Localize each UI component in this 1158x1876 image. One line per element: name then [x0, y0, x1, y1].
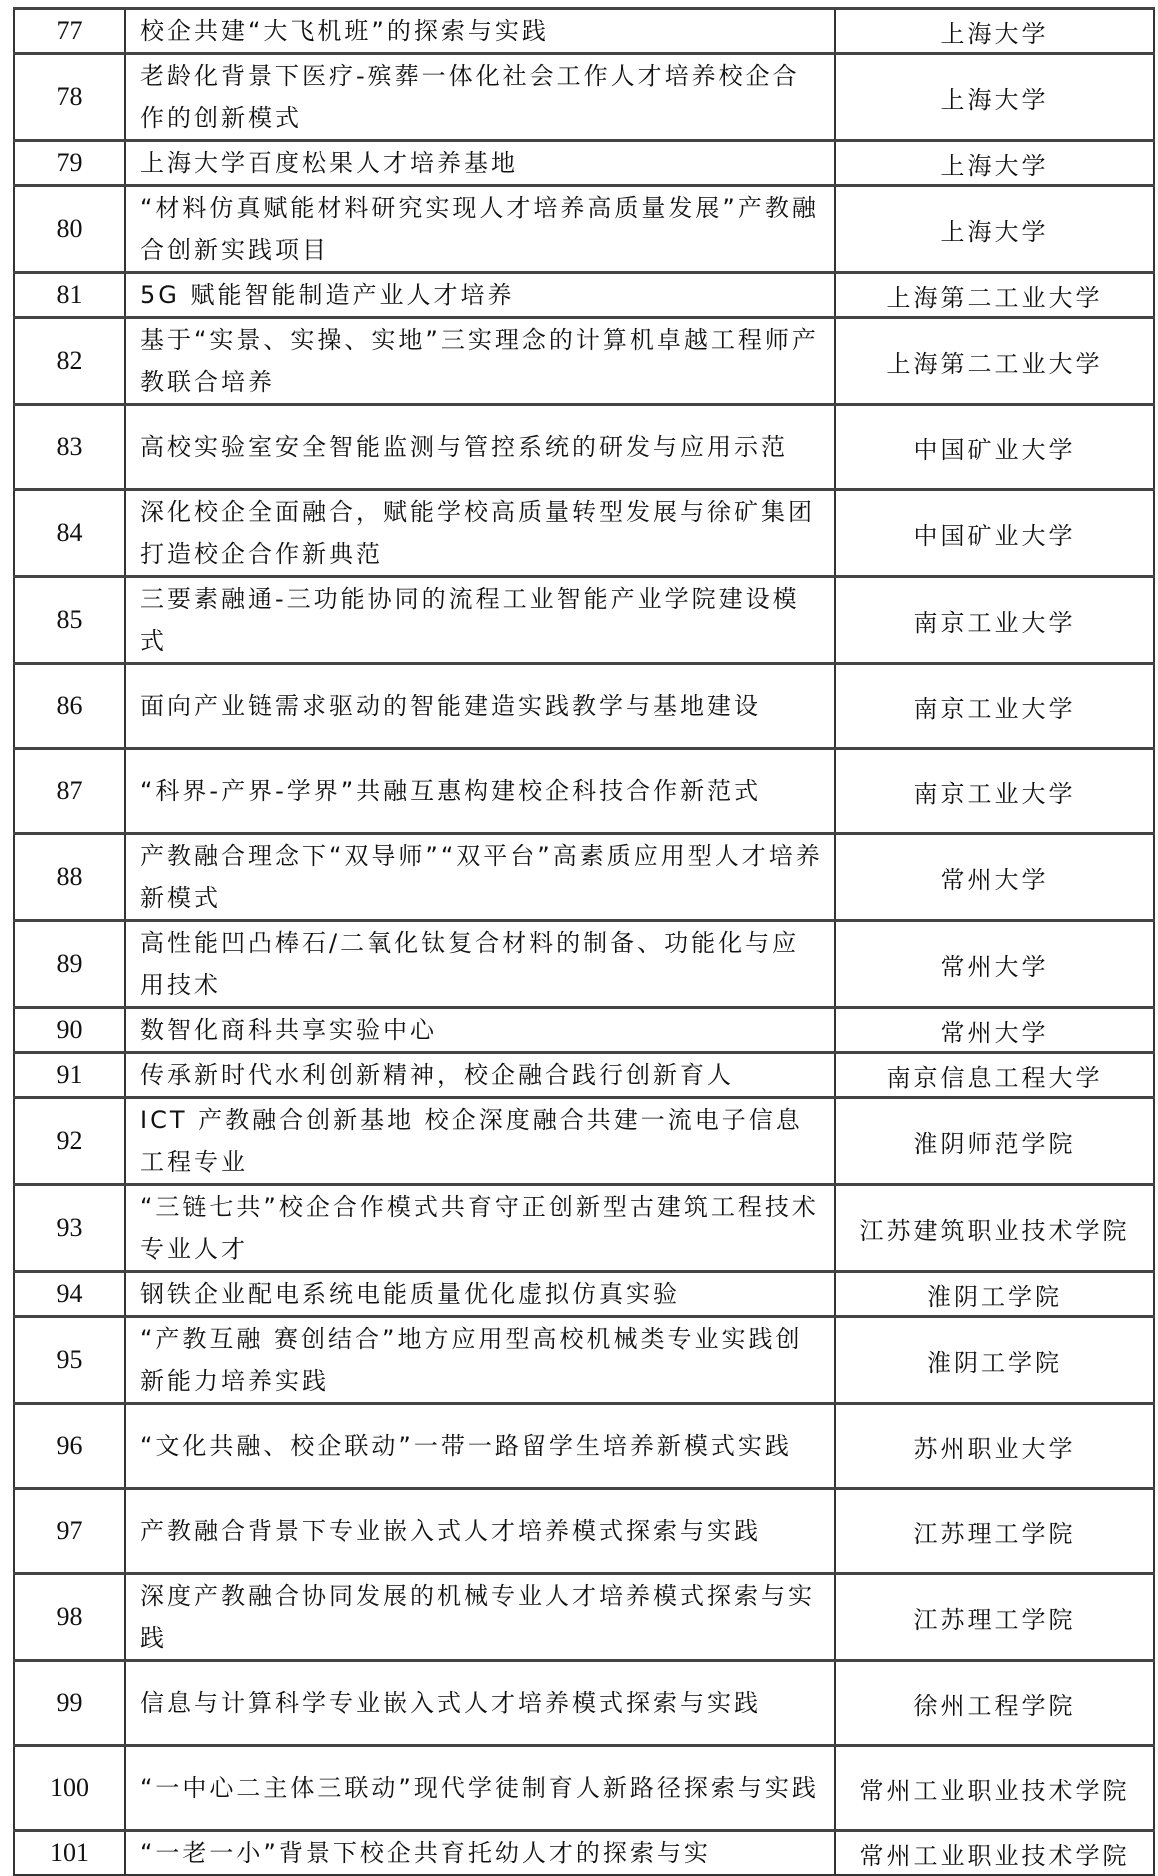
table-row — [14, 1098, 1154, 1185]
institution-name: 江苏建筑职业技术学院 — [835, 1185, 1154, 1272]
table-row — [14, 921, 1154, 1008]
row-number: 96 — [14, 1404, 125, 1489]
row-number: 77 — [14, 9, 125, 54]
row-number: 93 — [14, 1185, 125, 1272]
table-row — [14, 318, 1154, 405]
row-number: 78 — [14, 54, 125, 141]
table-row — [14, 9, 1154, 54]
project-title: 产教融合理念下“双导师”“双平台”高素质应用型人才培养新模式 — [125, 834, 835, 921]
institution-name: 常州大学 — [835, 1008, 1154, 1053]
table-row — [14, 1053, 1154, 1098]
project-title: 5G 赋能智能制造产业人才培养 — [125, 273, 835, 318]
row-number: 81 — [14, 273, 125, 318]
projects-table-body — [14, 9, 1154, 1876]
project-title: 深化校企全面融合，赋能学校高质量转型发展与徐矿集团打造校企合作新典范 — [125, 490, 835, 577]
table-row — [14, 1661, 1154, 1746]
project-title: 深度产教融合协同发展的机械专业人才培养模式探索与实践 — [125, 1574, 835, 1661]
institution-name: 徐州工程学院 — [835, 1661, 1154, 1746]
row-number: 88 — [14, 834, 125, 921]
table-row — [14, 664, 1154, 749]
project-title: 面向产业链需求驱动的智能建造实践教学与基地建设 — [125, 664, 835, 749]
project-title: 上海大学百度松果人才培养基地 — [125, 141, 835, 186]
institution-name: 淮阴工学院 — [835, 1317, 1154, 1404]
table-row — [14, 1185, 1154, 1272]
institution-name: 上海第二工业大学 — [835, 318, 1154, 405]
project-title: “一老一小”背景下校企共育托幼人才的探索与实 — [125, 1831, 835, 1876]
row-number: 98 — [14, 1574, 125, 1661]
row-number: 100 — [14, 1746, 125, 1831]
table-row — [14, 405, 1154, 490]
table-row — [14, 54, 1154, 141]
table-row — [14, 1831, 1154, 1876]
project-title: 信息与计算科学专业嵌入式人才培养模式探索与实践 — [125, 1661, 835, 1746]
institution-name: 江苏理工学院 — [835, 1489, 1154, 1574]
projects-table — [13, 7, 1155, 1876]
institution-name: 中国矿业大学 — [835, 405, 1154, 490]
table-row — [14, 577, 1154, 664]
project-title: 老龄化背景下医疗-殡葬一体化社会工作人才培养校企合作的创新模式 — [125, 54, 835, 141]
table-row — [14, 186, 1154, 273]
table-row — [14, 273, 1154, 318]
project-title: 三要素融通-三功能协同的流程工业智能产业学院建设模式 — [125, 577, 835, 664]
project-title: ICT 产教融合创新基地 校企深度融合共建一流电子信息工程专业 — [125, 1098, 835, 1185]
row-number: 80 — [14, 186, 125, 273]
institution-name: 上海大学 — [835, 186, 1154, 273]
institution-name: 南京工业大学 — [835, 664, 1154, 749]
institution-name: 南京工业大学 — [835, 577, 1154, 664]
row-number: 97 — [14, 1489, 125, 1574]
table-row — [14, 749, 1154, 834]
row-number: 95 — [14, 1317, 125, 1404]
project-title: 数智化商科共享实验中心 — [125, 1008, 835, 1053]
row-number: 89 — [14, 921, 125, 1008]
project-title: “科界-产界-学界”共融互惠构建校企科技合作新范式 — [125, 749, 835, 834]
row-number: 85 — [14, 577, 125, 664]
row-number: 91 — [14, 1053, 125, 1098]
row-number: 86 — [14, 664, 125, 749]
institution-name: 江苏理工学院 — [835, 1574, 1154, 1661]
institution-name: 上海大学 — [835, 141, 1154, 186]
institution-name: 常州工业职业技术学院 — [835, 1746, 1154, 1831]
institution-name: 淮阴工学院 — [835, 1272, 1154, 1317]
table-row — [14, 1489, 1154, 1574]
row-number: 83 — [14, 405, 125, 490]
table-row — [14, 490, 1154, 577]
row-number: 101 — [14, 1831, 125, 1876]
institution-name: 淮阴师范学院 — [835, 1098, 1154, 1185]
table-row — [14, 141, 1154, 186]
project-title: 校企共建“大飞机班”的探索与实践 — [125, 9, 835, 54]
institution-name: 常州大学 — [835, 834, 1154, 921]
table-row — [14, 1317, 1154, 1404]
project-title: “三链七共”校企合作模式共育守正创新型古建筑工程技术专业人才 — [125, 1185, 835, 1272]
project-title: 传承新时代水利创新精神，校企融合践行创新育人 — [125, 1053, 835, 1098]
row-number: 82 — [14, 318, 125, 405]
project-title: 基于“实景、实操、实地”三实理念的计算机卓越工程师产教联合培养 — [125, 318, 835, 405]
project-title: 高校实验室安全智能监测与管控系统的研发与应用示范 — [125, 405, 835, 490]
project-title: “材料仿真赋能材料研究实现人才培养高质量发展”产教融合创新实践项目 — [125, 186, 835, 273]
row-number: 94 — [14, 1272, 125, 1317]
project-title: 钢铁企业配电系统电能质量优化虚拟仿真实验 — [125, 1272, 835, 1317]
project-title: “产教互融 赛创结合”地方应用型高校机械类专业实践创新能力培养实践 — [125, 1317, 835, 1404]
institution-name: 中国矿业大学 — [835, 490, 1154, 577]
institution-name: 常州工业职业技术学院 — [835, 1831, 1154, 1876]
institution-name: 上海大学 — [835, 9, 1154, 54]
institution-name: 南京信息工程大学 — [835, 1053, 1154, 1098]
row-number: 84 — [14, 490, 125, 577]
institution-name: 常州大学 — [835, 921, 1154, 1008]
row-number: 90 — [14, 1008, 125, 1053]
institution-name: 苏州职业大学 — [835, 1404, 1154, 1489]
table-row — [14, 1404, 1154, 1489]
institution-name: 南京工业大学 — [835, 749, 1154, 834]
project-title: “文化共融、校企联动”一带一路留学生培养新模式实践 — [125, 1404, 835, 1489]
table-row — [14, 1574, 1154, 1661]
table-row — [14, 1272, 1154, 1317]
row-number: 79 — [14, 141, 125, 186]
project-title: 产教融合背景下专业嵌入式人才培养模式探索与实践 — [125, 1489, 835, 1574]
row-number: 99 — [14, 1661, 125, 1746]
table-row — [14, 1008, 1154, 1053]
row-number: 87 — [14, 749, 125, 834]
project-title: 高性能凹凸棒石/二氧化钛复合材料的制备、功能化与应用技术 — [125, 921, 835, 1008]
table-row — [14, 1746, 1154, 1831]
institution-name: 上海第二工业大学 — [835, 273, 1154, 318]
row-number: 92 — [14, 1098, 125, 1185]
institution-name: 上海大学 — [835, 54, 1154, 141]
table-row — [14, 834, 1154, 921]
project-title: “一中心二主体三联动”现代学徒制育人新路径探索与实践 — [125, 1746, 835, 1831]
